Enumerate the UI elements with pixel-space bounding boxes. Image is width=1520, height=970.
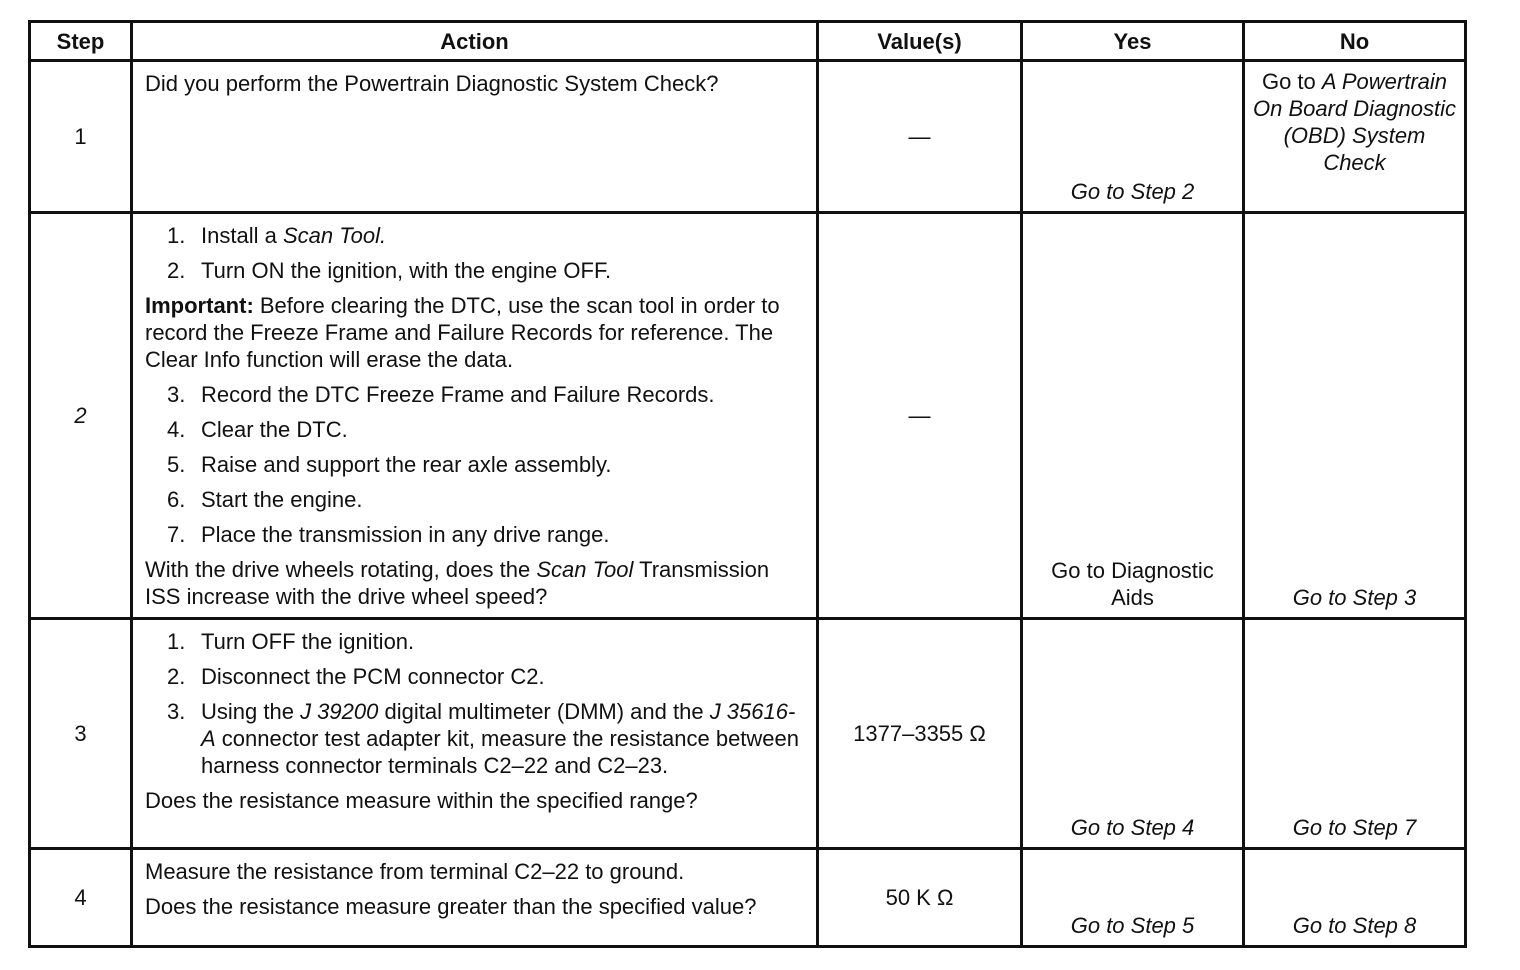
step-number	[30, 213, 132, 618]
header-values: Value(s)	[818, 22, 1022, 61]
table-row	[30, 213, 1466, 618]
action-step-number: 4.	[167, 417, 186, 443]
tool-ref: J 39200	[300, 698, 379, 724]
text-span: Install a	[201, 223, 283, 249]
text-span: connector test adapter kit, measure the resistance between harness connector terminals C2–22 and C2–23.	[201, 725, 800, 778]
diagnostic-table	[28, 20, 1467, 948]
no-link[interactable]: Go to Step 7	[1292, 814, 1417, 840]
header-action: Action	[132, 22, 818, 61]
action-text: Measure the resistance from terminal C2–22 to ground.	[145, 858, 685, 884]
action-step-text: Raise and support the rear axle assembly.	[201, 452, 612, 478]
yes-link[interactable]: Go to Step 4	[1070, 814, 1195, 840]
text-span-italic: Scan Tool.	[282, 223, 387, 249]
step-number: 4	[30, 848, 132, 946]
yes-link[interactable]: Go to Step 5	[1070, 913, 1195, 938]
action-step-number: 1.	[167, 628, 186, 654]
yes-cell	[1022, 61, 1244, 213]
value-cell: —	[818, 61, 1022, 213]
text-span: Using the	[201, 698, 301, 724]
action-step-text: Place the transmission in any drive range.	[201, 522, 610, 548]
action-step	[167, 486, 806, 513]
text-span-italic: Scan Tool	[536, 557, 634, 583]
table-row	[30, 618, 1466, 848]
value-cell: —	[818, 213, 1022, 618]
header-row	[30, 22, 1466, 61]
action-cell	[132, 848, 818, 946]
action-question	[145, 556, 806, 610]
action-step-number: 6.	[167, 487, 186, 513]
action-step	[167, 451, 806, 478]
action-step	[167, 222, 806, 249]
action-step	[167, 521, 806, 548]
step-number: 3	[30, 618, 132, 848]
action-step	[167, 381, 806, 408]
yes-cell	[1022, 848, 1244, 946]
value-cell: 1377–3355 Ω	[818, 618, 1022, 848]
text-span: With the drive wheels rotating, does the	[145, 557, 537, 583]
action-step-text: Turn OFF the ignition.	[201, 628, 415, 654]
action-step	[167, 257, 806, 284]
value-cell: 50 K Ω	[818, 848, 1022, 946]
no-prefix: Go to	[1261, 69, 1322, 94]
yes-cell	[1022, 618, 1244, 848]
action-step-text: Clear the DTC.	[201, 417, 348, 443]
action-question: Did you perform the Powertrain Diagnostic System Check?	[145, 71, 719, 96]
action-step	[167, 698, 806, 779]
header-step: Step	[30, 22, 132, 61]
table-row	[30, 61, 1466, 213]
no-link[interactable]: Go to Step 8	[1292, 913, 1417, 938]
yes-link[interactable]: Go to Diagnostic Aids	[1051, 557, 1214, 610]
important-text: Before clearing the DTC, use the scan tool in order to record the Freeze Frame and Failure Records for reference. The Clear Info function will erase the data.	[145, 293, 780, 373]
no-link[interactable]: A Powertrain On Board Diagnostic (OBD) System Check	[1253, 69, 1456, 175]
no-cell	[1244, 61, 1466, 213]
no-cell	[1244, 213, 1466, 618]
no-cell	[1244, 618, 1466, 848]
yes-link[interactable]: Go to Step 2	[1070, 179, 1195, 205]
action-cell	[132, 618, 818, 848]
action-step-number: 7.	[167, 522, 186, 548]
header-yes: Yes	[1022, 22, 1244, 61]
action-step-text	[201, 222, 806, 249]
header-no: No	[1244, 22, 1466, 61]
no-cell	[1244, 848, 1466, 946]
important-note	[145, 292, 806, 373]
action-question: Does the resistance measure within the specified range?	[145, 787, 698, 813]
action-step	[167, 416, 806, 443]
action-cell	[132, 213, 818, 618]
action-step-number: 3.	[167, 382, 186, 408]
action-step-text: Turn ON the ignition, with the engine OFF.	[201, 258, 612, 284]
action-step-number: 3.	[167, 698, 186, 724]
action-step	[167, 628, 806, 655]
no-link[interactable]: Go to Step 3	[1292, 584, 1417, 610]
action-step-number: 2.	[167, 258, 186, 284]
action-step-number: 5.	[167, 452, 186, 478]
tool-ref: J 35616-A	[201, 698, 796, 751]
table-row	[30, 848, 1466, 946]
action-step-number: 1.	[167, 223, 186, 249]
action-step-number: 2.	[167, 663, 186, 689]
text-span: digital multimeter (DMM) and the	[378, 698, 710, 724]
action-step-text: Start the engine.	[201, 487, 363, 513]
action-step-text: Disconnect the PCM connector C2.	[201, 663, 545, 689]
yes-cell	[1022, 213, 1244, 618]
action-step	[167, 663, 806, 690]
step-number-text: 2	[74, 402, 87, 428]
action-step-text	[201, 698, 806, 779]
action-question: Does the resistance measure greater than the specified value?	[145, 893, 757, 919]
action-cell	[132, 61, 818, 213]
step-number: 1	[30, 61, 132, 213]
text-span: Transmission ISS increase with the drive wheel speed?	[145, 557, 770, 610]
important-label: Important:	[145, 293, 254, 319]
action-step-text: Record the DTC Freeze Frame and Failure Records.	[201, 382, 715, 408]
